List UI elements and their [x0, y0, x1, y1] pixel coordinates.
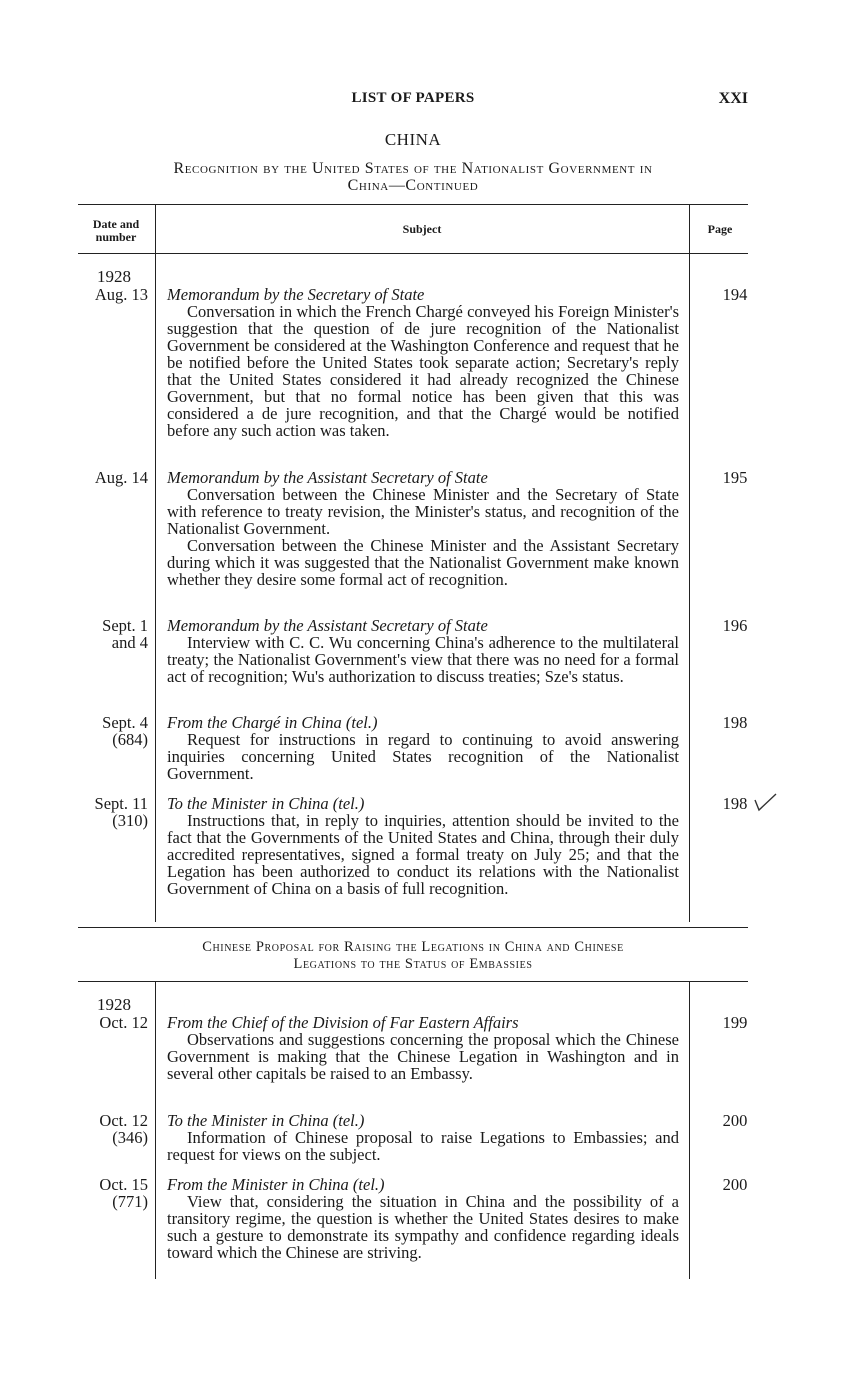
entry-subject: [167, 1014, 679, 1082]
entry-body: Instructions that, in reply to inquiries, attention should be invited to the fact that the Governments of the United States and China, through their duly accredited representatives, signed a formal treaty on July 25; and that the Legation has been authorized to conduct its relations with the Nationalist Government of China on a basis of full recognition.: [167, 811, 679, 898]
entry-date-line: and 4: [111, 633, 148, 652]
entry-date-line: (771): [112, 1192, 148, 1211]
entry-title: To the Minister in China (tel.): [167, 1111, 365, 1130]
entry-page: 200: [722, 1111, 748, 1130]
entry-subject: [167, 469, 679, 588]
entry-body: Conversation between the Chinese Minister and the Secretary of State with reference to treaty revision, the Minister's status, and recognition of the Nationalist Government.: [167, 485, 679, 538]
entry-date: [78, 795, 148, 829]
entry-page: 194: [722, 285, 748, 304]
column-header-subject: Subject: [402, 222, 442, 236]
column-divider: [155, 981, 156, 1279]
entry-date-line: (346): [112, 1128, 148, 1147]
entry-date-line: (310): [112, 811, 148, 830]
table-top-rule: [78, 204, 748, 205]
entry-date-line: (684): [112, 730, 148, 749]
handwritten-check-mark-icon: [752, 790, 782, 820]
entry-subject: [167, 1176, 679, 1261]
entry-date: [78, 617, 148, 651]
entry-date-line: Oct. 12: [99, 1111, 148, 1130]
section-title-line: Legations to the Status of Embassies: [293, 956, 533, 972]
section-title-line: China—Continued: [347, 177, 479, 194]
entry-subject: [167, 617, 679, 685]
entry-subject: [167, 714, 679, 782]
section-title: [78, 939, 748, 973]
column-header-page: Page: [707, 222, 733, 236]
entry-date: [78, 1176, 148, 1210]
column-divider: [155, 204, 156, 922]
entry-date-line: Sept. 11: [94, 794, 148, 813]
table-header-rule: [78, 253, 748, 254]
entry-subject: [167, 286, 679, 439]
entry-title: From the Chargé in China (tel.): [167, 713, 378, 732]
entry-date-line: Sept. 4: [102, 713, 148, 732]
section-title-line: Recognition by the United States of the Nationalist Government in: [173, 160, 653, 177]
entry-subject: [167, 795, 679, 897]
entry-date: [78, 714, 148, 748]
column-divider: [689, 204, 690, 922]
table-top-rule: [78, 981, 748, 982]
entry-date: Aug. 13: [94, 285, 148, 304]
page-number: XXI: [718, 90, 748, 107]
country-heading: CHINA: [384, 130, 442, 149]
entry-body: Request for instructions in regard to continuing to avoid answering inquiries concerning United States recognition of the Nationalist Government.: [167, 730, 679, 783]
entry-subject: [167, 1112, 679, 1163]
entry-page: 200: [722, 1175, 748, 1194]
entry-body: Observations and suggestions concerning the proposal which the Chinese Government is making that the Chinese Legation in Washington and in several other capitals be raised to an Embassy.: [167, 1030, 679, 1083]
table-bottom-rule: [78, 927, 748, 928]
section-title-line: Chinese Proposal for Raising the Legations in China and Chinese: [202, 939, 624, 955]
entry-date: Aug. 14: [94, 468, 148, 487]
entry-page: 199: [722, 1013, 748, 1032]
entry-title: To the Minister in China (tel.): [167, 794, 365, 813]
entry-date: Oct. 12: [99, 1013, 148, 1032]
column-header-date-line: Date and: [92, 217, 140, 231]
entry-title: Memorandum by the Secretary of State: [167, 285, 425, 304]
year-label: 1928: [97, 995, 131, 1014]
entry-title: Memorandum by the Assistant Secretary of State: [167, 468, 488, 487]
entry-title: Memorandum by the Assistant Secretary of State: [167, 616, 488, 635]
section-title: [78, 160, 748, 194]
entry-body: Information of Chinese proposal to raise Legations to Embassies; and request for views on the subject.: [167, 1128, 679, 1164]
entry-date-line: Sept. 1: [102, 616, 148, 635]
entry-body: View that, considering the situation in China and the possibility of a transitory regime, the question is whether the United States desires to make such a gesture to demonstrate its sympathy and confidence regarding ideals toward which the Chinese are striving.: [167, 1192, 679, 1262]
running-head: [0, 90, 857, 110]
entry-body: Interview with C. C. Wu concerning China's adherence to the multilateral treaty; the Nationalist Government's view that there was no need for a formal act of recognition; Wu's authorization to discuss treaties; Sze's status.: [167, 633, 679, 686]
entry-date: [78, 1112, 148, 1146]
entry-page: 196: [722, 616, 748, 635]
running-head-title: LIST OF PAPERS: [351, 90, 475, 106]
entry-title: From the Chief of the Division of Far Eastern Affairs: [167, 1013, 519, 1032]
year-label: 1928: [97, 267, 131, 286]
entry-body: Conversation between the Chinese Minister and the Assistant Secretary during which it was suggested that the Nationalist Government make known whether they desire some formal act of recognition.: [167, 536, 679, 589]
column-header-date: [78, 218, 154, 244]
entry-page: 198: [722, 713, 748, 732]
entry-page: 195: [722, 468, 748, 487]
column-header-date-line: number: [95, 230, 137, 244]
entry-page: 198: [722, 794, 748, 813]
entry-title: From the Minister in China (tel.): [167, 1175, 385, 1194]
entry-date-line: Oct. 15: [99, 1175, 148, 1194]
column-divider: [689, 981, 690, 1279]
entry-body: Conversation in which the French Chargé conveyed his Foreign Minister's suggestion that the question of de jure recognition of the Nationalist Government be considered at the Washington Conference and request that he be notified before the United States took separate action; Secretary's reply that the United States considered it had already recognized the Chinese Government, but that no formal notice has been given that this was considered a de jure recognition, and that the Chargé would be notified before any such action was taken.: [167, 302, 679, 440]
